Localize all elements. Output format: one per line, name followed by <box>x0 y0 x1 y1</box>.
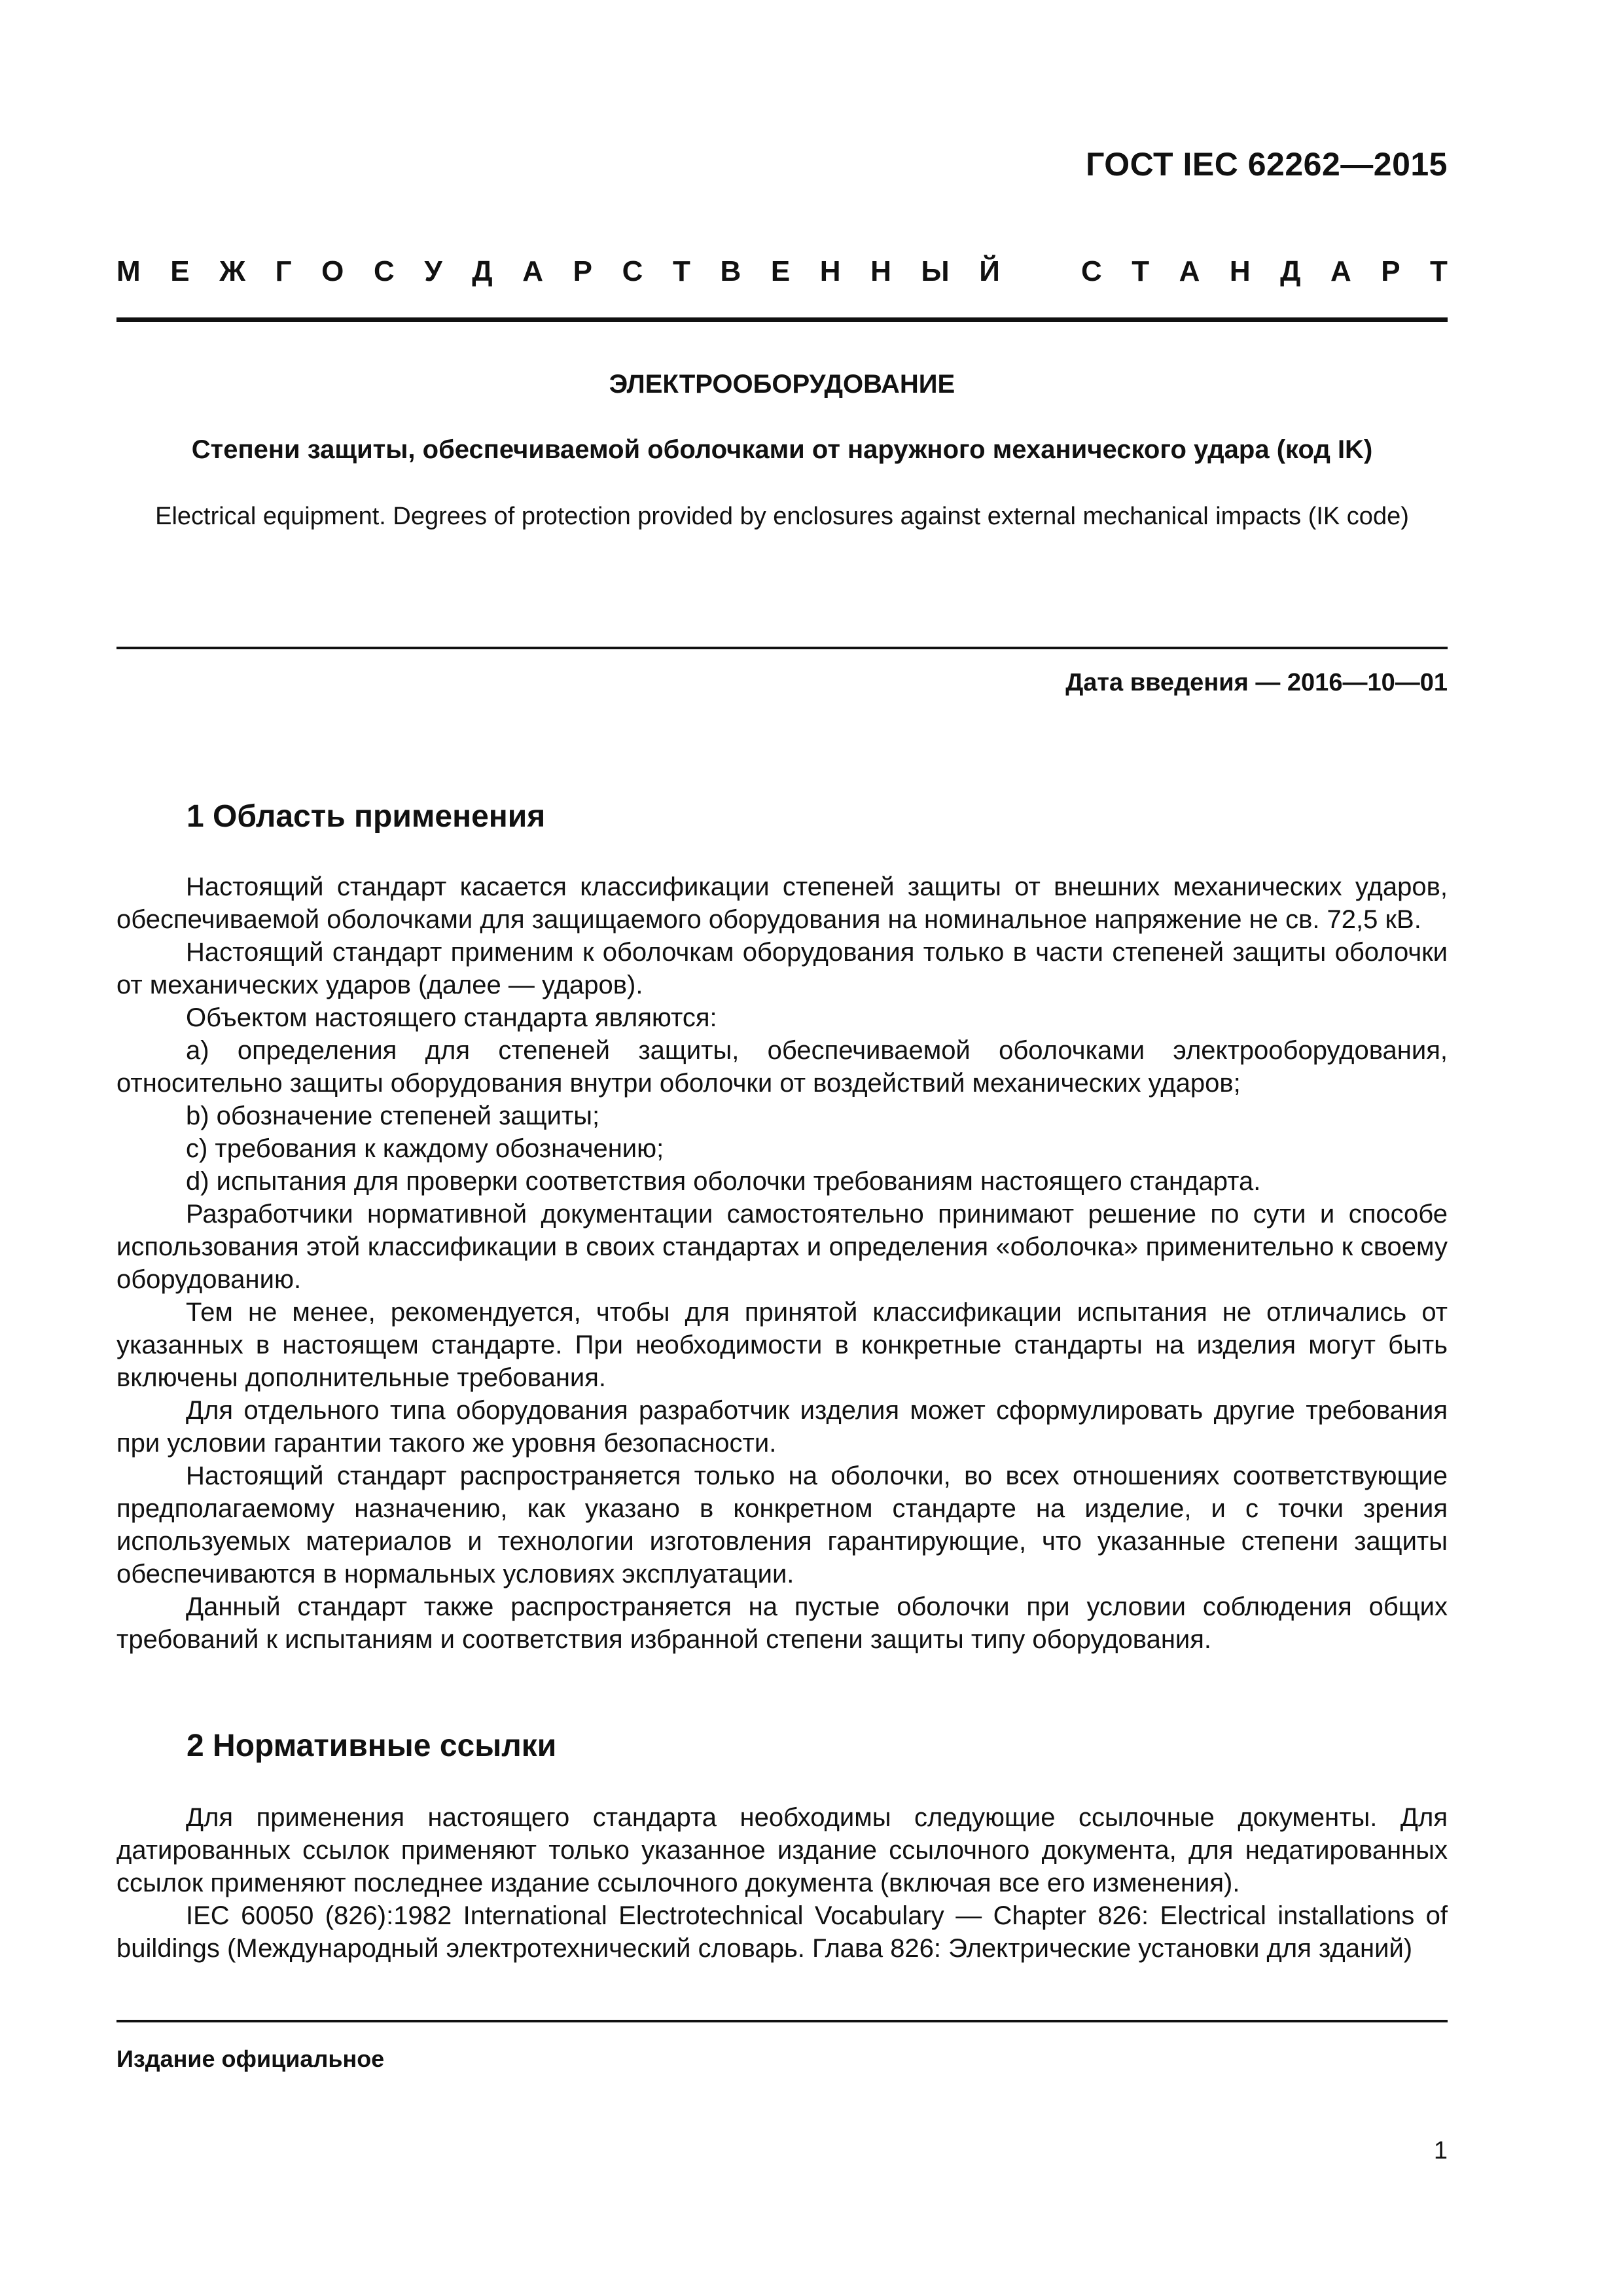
official-edition-label: Издание официальное <box>116 2045 385 2072</box>
paragraph: Объектом настоящего стандарта являются: <box>186 1003 717 1032</box>
letter: Д <box>1280 255 1301 287</box>
paragraph: Данный стандарт также распространяется на пустые оболочки при условии соблюдения общих требований к испытаниям и соответствия избранной степени защиты типу оборудования. <box>116 1592 1448 1654</box>
paragraph: Настоящий стандарт касается классификации степеней защиты от внешних механических ударов, обеспечиваемой оболочками для защищаемого оборудования на номинальное напряжение не св. 72,5 кВ. <box>116 872 1448 934</box>
list-item: c) требования к каждому обозначению; <box>186 1134 664 1163</box>
letter: Н <box>870 255 891 287</box>
list-item: a) определения для степеней защиты, обеспечиваемой оболочками электрооборудования, относительно защиты оборудования внутри оболочки от воздействий механических ударов; <box>116 1036 1448 1098</box>
paragraph: Для отдельного типа оборудования разработчик изделия может сформулировать другие требования при условии гарантии такого же уровня безопасности. <box>116 1396 1448 1458</box>
list-item: d) испытания для проверки соответствия оболочки требованиям настоящего стандарта. <box>186 1167 1261 1196</box>
letter: О <box>321 255 344 287</box>
letter: Ж <box>219 255 245 287</box>
standard-type-word-interstate <box>116 255 1000 288</box>
letter: Р <box>1381 255 1400 287</box>
list-item: b) обозначение степеней защиты; <box>186 1102 600 1130</box>
letter: Н <box>1229 255 1251 287</box>
header-divider <box>116 317 1448 322</box>
letter: Т <box>1430 255 1448 287</box>
section-2-body <box>116 1801 1448 1965</box>
section-1-heading: 1 Область применения <box>187 799 546 834</box>
letter: С <box>622 255 643 287</box>
letter: М <box>116 255 141 287</box>
paragraph: Тем не менее, рекомендуется, чтобы для принятой классификации испытания не отличались от указанных в настоящем стандарте. При необходимости в конкретные стандарты на изделия могут быть включены дополнительные требования. <box>116 1298 1448 1392</box>
title-divider <box>116 647 1448 649</box>
footer-divider <box>116 2020 1448 2022</box>
letter: Т <box>672 255 690 287</box>
letter: Д <box>472 255 493 287</box>
paragraph: Разработчики нормативной документации самостоятельно принимают решение по сути и способе использования этой классификации в своих стандартах и определения «оболочка» применительно к своему оборудованию. <box>116 1200 1448 1294</box>
letter: А <box>1179 255 1200 287</box>
document-number: ГОСТ IEC 62262—2015 <box>1086 146 1448 183</box>
letter: Р <box>573 255 592 287</box>
section-1-body <box>116 870 1448 1656</box>
paragraph: Настоящий стандарт применим к оболочкам оборудования только в части степеней защиты оболочки от механических ударов (далее — ударов). <box>116 938 1448 999</box>
letter: Е <box>770 255 791 287</box>
letter: Й <box>979 255 1000 287</box>
reference-entry: IEC 60050 (826):1982 International Electrotechnical Vocabulary — Chapter 826: Electrical installations of buildings (Международный электротехнический словарь. Глава 826: Электрические установки для зданий) <box>116 1901 1448 1963</box>
page-number: 1 <box>1433 2137 1448 2164</box>
document-title-english: Electrical equipment. Degrees of protection provided by enclosures against external mechanical impacts (IK code) <box>155 503 1409 530</box>
section-2-heading: 2 Нормативные ссылки <box>187 1729 557 1763</box>
letter: Н <box>819 255 841 287</box>
letter: С <box>1081 255 1102 287</box>
letter: Т <box>1132 255 1150 287</box>
paragraph: Настоящий стандарт распространяется только на оболочки, во всех отношениях соответствующие предполагаемому назначению, как указано в конкретном стандарте на изделие, и с точки зрения используемых материалов и технологии изготовления гарантирующие, что указанные степени защиты обеспечиваются в нормальных условиях эксплуатации. <box>116 1462 1448 1588</box>
letter: У <box>424 255 442 287</box>
letter: Г <box>275 255 292 287</box>
document-subtitle: Степени защиты, обеспечиваемой оболочками от наружного механического удара (код IK) <box>191 435 1373 464</box>
document-title: ЭЛЕКТРООБОРУДОВАНИЕ <box>609 370 955 399</box>
letter: В <box>720 255 741 287</box>
letter: А <box>1330 255 1351 287</box>
letter: С <box>373 255 395 287</box>
introduction-date: Дата введения — 2016—10—01 <box>1065 669 1448 696</box>
letter: А <box>522 255 544 287</box>
standard-type-heading <box>116 255 1448 288</box>
letter: Е <box>170 255 190 287</box>
letter: Ы <box>921 255 950 287</box>
standard-type-word-standard <box>1081 255 1448 288</box>
paragraph: Для применения настоящего стандарта необходимы следующие ссылочные документы. Для датированных ссылок применяют только указанное издание ссылочного документа, для недатированных ссылок применяют последнее издание ссылочного документа (включая все его изменения). <box>116 1803 1448 1897</box>
